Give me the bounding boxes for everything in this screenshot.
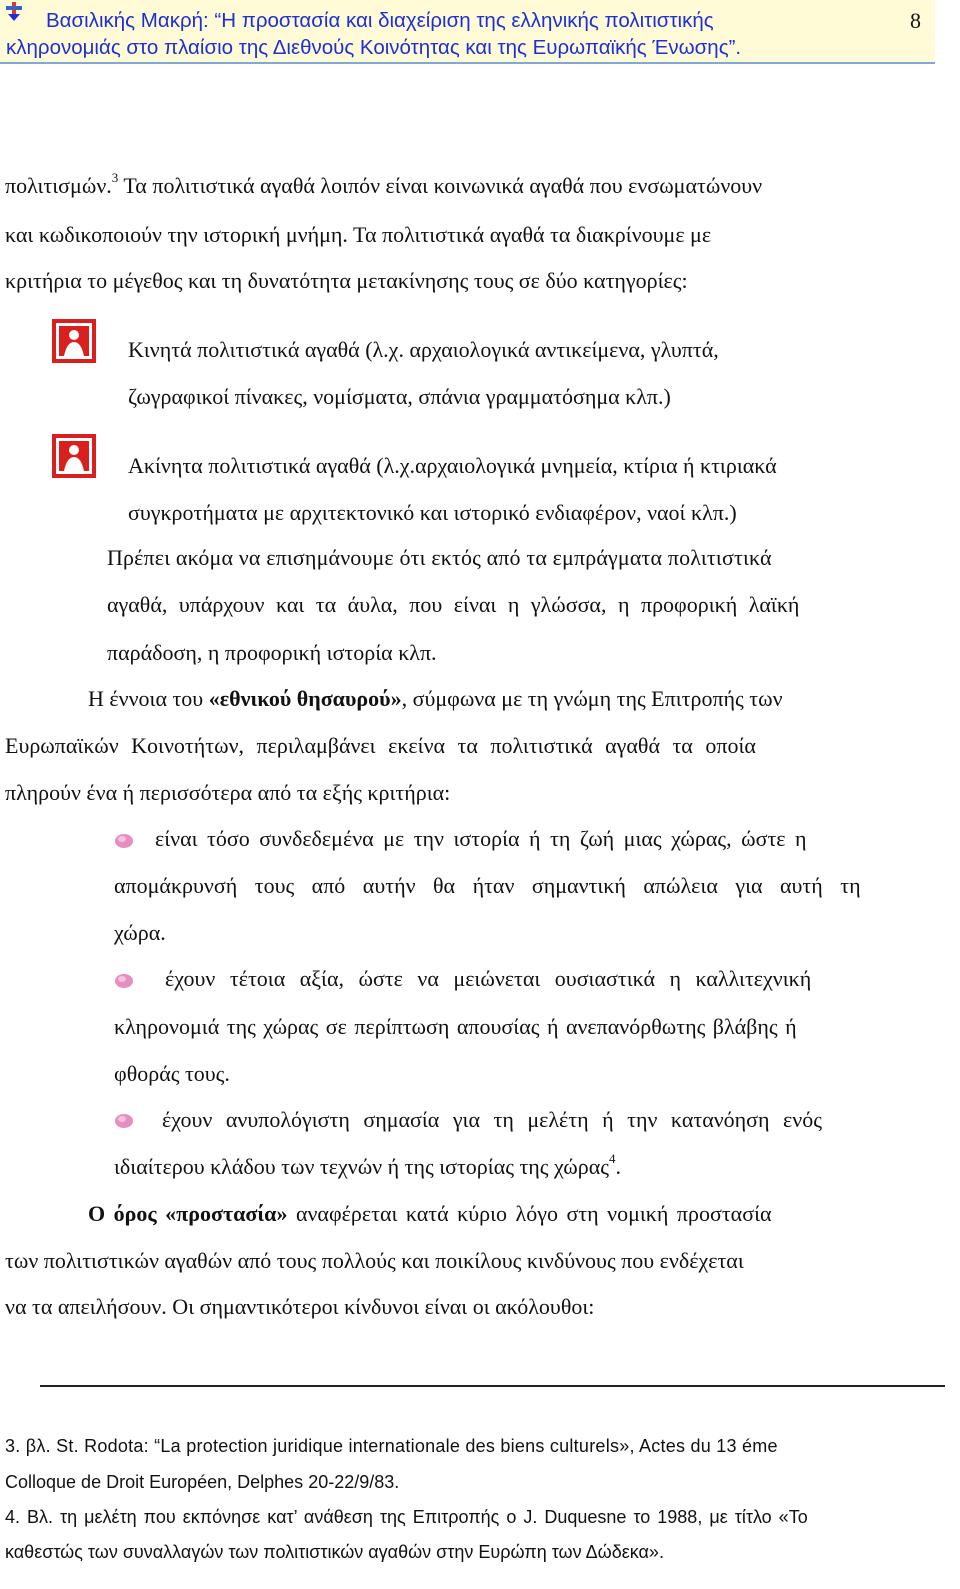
page-header: [0, 0, 935, 64]
footnote-3-line-2: Colloque de Droit Européen, Delphes 20-22/9/83.: [5, 1472, 400, 1492]
footnote-ref-3: 3: [111, 170, 119, 185]
text-run: Κινητά πολιτιστικά αγαθά (λ.χ. αρχαιολογικά αντικείμενα, γλυπτά,: [128, 337, 719, 362]
footnote-3-line-1: 3. βλ. St. Rodota: “La protection juridique internationale des biens culturels», Actes du 13 éme: [5, 1436, 778, 1456]
page-number: 8: [910, 8, 921, 33]
text-run: , σύμφωνα με τη γνώμη της Επιτροπής των: [401, 686, 783, 711]
term-protection: Ο όρος «προστασία»: [88, 1201, 288, 1226]
criterion-2-line-3: φθοράς τους.: [114, 1061, 230, 1086]
paragraph-3-line-3: πληρούν ένα ή περισσότερα από τα εξής κριτήρια:: [5, 780, 451, 805]
pink-flower-icon: [114, 1112, 134, 1130]
footnote-ref-4: 4: [608, 1151, 616, 1166]
paragraph-1-line-2: και κωδικοποιούν την ιστορική μνήμη. Τα πολιτιστικά αγαθά τα διακρίνουμε με: [5, 222, 712, 247]
mona-lisa-icon: [51, 433, 97, 479]
paragraph-4-line-1: [88, 1201, 772, 1227]
paragraph-2-line-2: αγαθά, υπάρχουν και τα άυλα, που είναι η γλώσσα, η προφορική λαϊκή: [107, 592, 800, 617]
text-run: Η έννοια του: [88, 686, 209, 711]
document-title: [6, 7, 906, 61]
text-run: αναφέρεται κατά κύριο λόγο στη νομική προστασία: [287, 1201, 772, 1226]
bullet-1-line-1: [128, 337, 941, 363]
bullet-2-line-1: Ακίνητα πολιτιστικά αγαθά (λ.χ.αρχαιολογικά μνημεία, κτίρια ή κτιριακά: [128, 453, 777, 478]
mona-lisa-icon: [51, 318, 97, 364]
criterion-3-line-2: [114, 1151, 621, 1180]
text-run: .: [615, 1154, 621, 1179]
paragraph-1-line-1: [5, 170, 941, 199]
paragraph-1-line-3: κριτήρια το μέγεθος και τη δυνατότητα μετακίνησης τους σε δύο κατηγορίες:: [5, 268, 688, 293]
criterion-3-line-1: έχουν ανυπολόγιστη σημασία για τη μελέτη ή την κατανόηση ενός: [162, 1107, 822, 1132]
bullet-2-line-2: συγκροτήματα με αρχιτεκτονικό και ιστορικό ενδιαφέρον, ναοί κλπ.): [128, 500, 737, 525]
criterion-1-line-1: είναι τόσο συνδεδεμένα με την ιστορία ή τη ζωή μιας χώρας, ώστε η: [155, 826, 807, 851]
paragraph-2-line-1: Πρέπει ακόμα να επισημάνουμε ότι εκτός από τα εμπράγματα πολιτιστικά: [107, 545, 772, 570]
pink-flower-icon: [114, 832, 134, 850]
criterion-2-line-1: έχουν τέτοια αξία, ώστε να μειώνεται ουσιαστικά η καλλιτεχνική: [165, 966, 812, 991]
text-run: Τα πολιτιστικά αγαθά λοιπόν είναι κοινωνικά αγαθά που ενσωματώνουν: [118, 173, 763, 198]
bullet-1-line-2: ζωγραφικοί πίνακες, νομίσματα, σπάνια γραμματόσημα κλπ.): [128, 384, 671, 409]
text-run: ιδιαίτερου κλάδου των τεχνών ή της ιστορίας της χώρας: [114, 1154, 609, 1179]
paragraph-3-line-2: Ευρωπαϊκών Κοινοτήτων, περιλαμβάνει εκείνα τα πολιτιστικά αγαθά τα οποία: [5, 733, 756, 758]
footnote-4-line-2: καθεστώς των συναλλαγών των πολιτιστικών αγαθών στην Ευρώπη των Δώδεκα».: [5, 1542, 664, 1562]
title-line-1: Βασιλικής Μακρή: “Η προστασία και διαχείριση της ελληνικής πολιτιστικής: [46, 9, 714, 32]
footnote-divider: [40, 1385, 945, 1387]
criterion-2-line-2: κληρονομιά της χώρας σε περίπτωση απουσίας ή ανεπανόρθωτης βλάβης ή: [114, 1014, 797, 1039]
pink-flower-icon: [114, 972, 134, 990]
paragraph-3-line-1: [88, 686, 783, 712]
footnote-4-line-1: 4. Βλ. τη μελέτη που εκπόνησε κατ’ ανάθεση της Επιτροπής ο J. Duquesne το 1988, με τίτλο «Το: [5, 1507, 808, 1527]
term-national-treasure: «εθνικού θησαυρού»: [208, 686, 402, 711]
paragraph-2-line-3: παράδοση, η προφορική ιστορία κλπ.: [107, 640, 437, 665]
text-run: πολιτισμών.: [5, 173, 112, 198]
criterion-1-line-3: χώρα.: [114, 920, 166, 945]
paragraph-4-line-3: να τα απειλήσουν. Οι σημαντικότεροι κίνδυνοι είναι οι ακόλουθοι:: [5, 1294, 595, 1319]
paragraph-4-line-2: των πολιτιστικών αγαθών από τους πολλούς και ποικίλους κινδύνους που ενδέχεται: [5, 1248, 744, 1273]
title-line-2: κληρονομιάς στο πλαίσιο της Διεθνούς Κοινότητας και της Ευρωπαϊκής Ένωσης”.: [6, 36, 742, 59]
criterion-1-line-2: απομάκρυνσή τους από αυτήν θα ήταν σημαντική απώλεια για αυτή τη: [114, 873, 861, 898]
